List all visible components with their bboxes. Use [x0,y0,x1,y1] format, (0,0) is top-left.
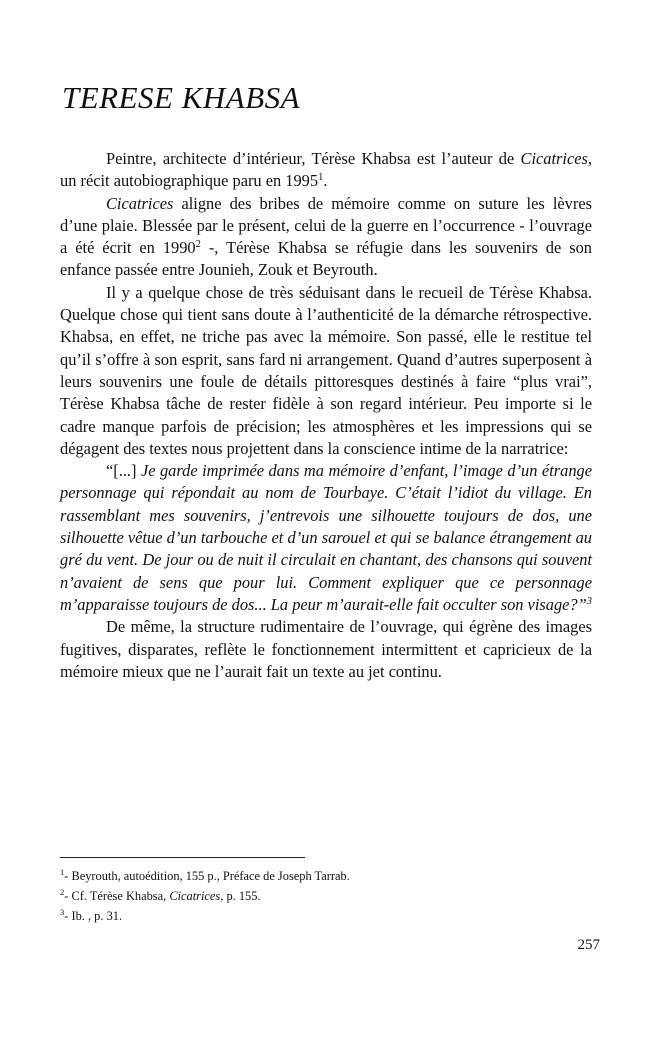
p2-text-2: -, Térèse Khabsa se réfugie dans les souvenirs de son enfance passée entre Jounieh, Zouk et Beyrouth. [60,238,593,280]
footnote-number: 3 [60,907,65,917]
p2-text-1: aligne des bribes de mémoire comme on suture les lèvres d’une plaie. Blessée par le présent, celui de la guerre en l’occurrence - l’ouvrage a été écrit en 1990 [60,193,592,258]
footnote-text-pre: - Cf. Térèse Khabsa, [64,889,170,903]
paragraph-4: De même, la structure rudimentaire de l’ouvrage, qui égrène des images fugitives, disparates, reflète le fonctionnement intermittent et capricieux de la mémoire mieux que ne l’aurait fait un texte au jet continu. [60,617,592,681]
quote-text: Je garde imprimée dans ma mémoire d’enfant, l’image d’un étrange personnage qui répondait au nom de Tourbaye. C’était l’idiot du village. En rassemblant mes souvenirs, j’entrevois une silhouette toujours de dos, une silhouette vêtue d’un tarbouche et d’un sarouel et qui se balance étrangement au gré du vent. De jour ou de nuit il circulait en chantant, des chansons qui souvent n’avaient de sens que pour lui. Comment expliquer que ce personnage m’apparaisse toujours de dos... La peur m’aurait-elle fait occulter son visage?” [60,461,592,614]
page-number: 257 [577,937,600,953]
footnote-book-title: Cicatrices [169,889,221,903]
footnote-ref-2: 2 [195,239,201,251]
footnote-text-post: , p. 155. [220,889,261,903]
footnote-number: 2 [60,887,65,897]
footnote-text: - Beyrouth, autoédition, 155 p., Préface de Joseph Tarrab. [64,869,350,883]
footnote-3 [60,906,580,926]
p1-book-title: Cicatrices [520,149,588,168]
block-quote [60,460,592,616]
footnote-ref-3: 3 [586,595,592,607]
footnotes [60,866,580,926]
footnote-number: 1 [60,867,65,877]
body-text [60,148,592,683]
footnote-ref-1: 1 [318,172,324,184]
paragraph-2 [60,193,592,282]
footnote-separator [60,857,305,858]
p1-text-3: . [323,171,328,191]
footnote-1 [60,866,580,886]
footnote-2 [60,886,580,906]
footnote-text: - Ib. , p. 31. [64,909,123,923]
quote-open: “[...] [106,461,137,481]
p1-text-2: , un récit autobiographique paru en 1995 [60,149,592,191]
chapter-title: TERESE KHABSA [62,80,301,115]
p1-text-1: Peintre, architecte d’intérieur, Térèse Khabsa est l’auteur de [106,149,521,168]
paragraph-1 [60,148,592,193]
p2-book-title: Cicatrices [106,193,174,213]
paragraph-3: Il y a quelque chose de très séduisant dans le recueil de Térèse Khabsa. Quelque chose qui tient sans doute à l’authenticité de la démarche rétrospective. Khabsa, en effet, ne triche pas avec la mémoire. Son passé, elle le restitue tel qu’il s’offre à son esprit, sans fard ni arrangement. Quand d’autres superposent à leurs souvenirs une foule de détails pittoresques destinés à faire “plus vrai”, Térèse Khabsa tâche de rester fidèle à son regard intérieur. Peu importe si le cadre manque parfois de précision; les atmosphères et les impressions qui se dégagent des textes nous projettent dans la conscience intime de la narratrice: [60,282,592,458]
